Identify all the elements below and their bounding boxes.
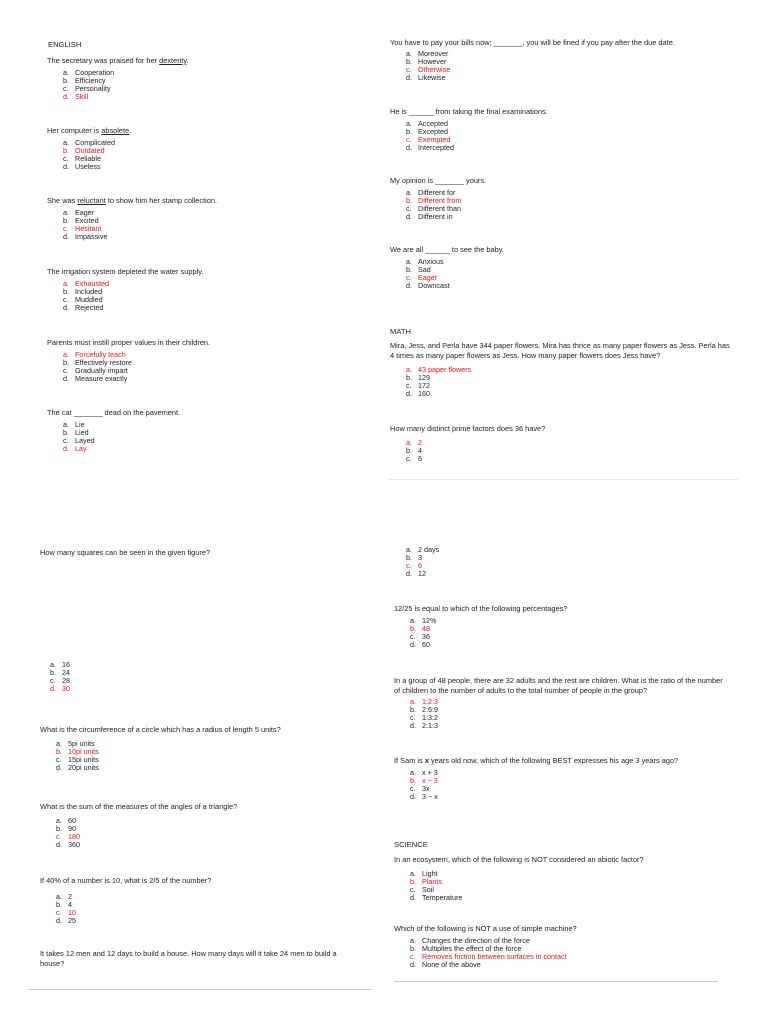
question-block [394, 924, 734, 969]
question-stem: In an ecosystem, which of the following is NOT considered an abiotic factor? [394, 855, 644, 864]
option-c-correct[interactable]: c. Otherwise [406, 64, 451, 74]
answer-options [63, 351, 364, 383]
question-block [47, 408, 364, 453]
option-a-correct[interactable]: a. 1:2:3 [410, 697, 438, 706]
option-a[interactable]: a. Eager [63, 207, 95, 217]
question-stem: My opinion is _______ yours. [390, 176, 487, 185]
squares-figure-area [40, 562, 340, 662]
option-d[interactable]: d. Rejected [63, 302, 104, 312]
answer-options [406, 120, 738, 152]
english-math-page [388, 34, 738, 480]
option-c[interactable]: c. Reliable [63, 153, 101, 163]
option-b[interactable]: b. Efficiency [63, 75, 106, 85]
option-b-correct[interactable]: b. Different from [406, 195, 462, 205]
option-a[interactable]: a. Cooperation [63, 67, 115, 77]
option-d[interactable]: d. Intercepted [406, 142, 454, 152]
option-d[interactable]: d. 20pi units [56, 762, 99, 772]
option-a[interactable]: a. Anxious [406, 256, 444, 266]
option-a-correct[interactable]: a. 2 [406, 437, 422, 447]
option-d-correct[interactable]: d. Skill [63, 91, 89, 101]
option-a[interactable]: a. 5pi units [56, 738, 95, 748]
option-b[interactable]: b. Lied [63, 427, 89, 437]
question-block [390, 546, 734, 578]
question-stem: In a group of 48 people, there are 32 adults and the rest are children. What is the ratio of the number of children to the number of adults to the total number of people in the group? [394, 676, 723, 695]
option-d[interactable]: d. 2:1:3 [410, 721, 438, 731]
option-a[interactable]: a. 2 [56, 891, 72, 901]
question-stem: The cat _______ dead on the pavement. [47, 408, 181, 417]
question-stem: How many squares can be seen in the given figure? [40, 548, 211, 557]
question-block [390, 341, 732, 398]
answer-options [406, 439, 738, 463]
question-stem: If 40% of a number is 10, what is 2/5 of the number? [40, 876, 212, 885]
option-d[interactable]: d. 3 − x [410, 791, 438, 801]
answer-options [406, 258, 738, 290]
question-block [40, 548, 368, 558]
option-c[interactable]: c. 172 [406, 381, 430, 391]
answer-options [410, 769, 734, 801]
option-d[interactable]: d. Different in [406, 211, 453, 221]
option-b-correct[interactable]: b. x − 3 [410, 775, 438, 785]
answer-options [63, 280, 364, 312]
question-stem: It takes 12 men and 12 days to build a house. How many days will it take 24 men to build a house? [40, 949, 337, 968]
page-bottom-rule [28, 989, 372, 990]
option-c[interactable]: c. 28 [50, 676, 70, 686]
answer-options [410, 617, 734, 649]
answer-options [406, 50, 738, 82]
option-b[interactable]: b. 4 [56, 899, 72, 909]
option-a-correct[interactable]: a. Exhausted [63, 278, 109, 288]
answer-options [410, 937, 734, 969]
option-c[interactable]: c. Different than [406, 203, 462, 213]
answer-options [63, 139, 364, 171]
question-block [47, 196, 364, 241]
option-c[interactable]: c. Layed [63, 435, 95, 445]
option-b[interactable]: b. Included [63, 286, 103, 296]
question-stem: 12/25 is equal to which of the following percentages? [394, 604, 568, 613]
option-c-correct[interactable]: c. 10 [56, 907, 76, 917]
answer-options [406, 546, 734, 578]
question-block [394, 604, 734, 649]
option-b[interactable]: b. 3 [406, 553, 422, 563]
option-c[interactable]: c. 6 [406, 453, 422, 463]
option-a[interactable]: a. Accepted [406, 118, 448, 128]
option-d-correct[interactable]: d. Lay [63, 443, 87, 453]
question-stem: Which of the following is NOT a use of simple machine? [394, 924, 577, 933]
question-block [40, 949, 354, 968]
answer-options [56, 817, 368, 849]
option-c[interactable]: c. Muddled [63, 294, 103, 304]
option-b[interactable]: b. However [406, 56, 447, 66]
question-block [40, 802, 368, 849]
question-stem: You have to pay your bills now; _______, you will be fined if you pay after the due date. [390, 38, 675, 47]
question-stem: We are all ______ to see the baby. [390, 245, 504, 254]
answer-options [56, 893, 368, 925]
option-c-correct[interactable]: c. 180 [56, 831, 80, 841]
option-d[interactable]: d. None of the above [410, 959, 481, 969]
option-a[interactable]: a. Moreover [406, 48, 449, 58]
question-stem: She was reluctant to show him her stamp collection. [47, 196, 218, 205]
option-b[interactable]: b. 24 [50, 668, 70, 678]
option-d[interactable]: d. Temperature [410, 892, 463, 902]
option-a-correct[interactable]: a. Forcefully teach [63, 349, 126, 359]
option-b[interactable]: b. Effectively restore [63, 357, 132, 367]
option-b[interactable]: b. Excepted [406, 126, 448, 136]
option-d[interactable]: d. Impassive [63, 231, 108, 241]
option-c[interactable]: c. 15pi units [56, 754, 99, 764]
option-a[interactable]: a. Light [410, 868, 438, 878]
question-stem: What is the sum of the measures of the angles of a triangle? [40, 802, 238, 811]
option-b[interactable]: b. Sad [406, 264, 431, 274]
question-stem: Her computer is absolete. [47, 126, 132, 135]
question-block [390, 176, 738, 221]
english-heading: ENGLISH [48, 40, 82, 49]
answer-options [63, 69, 364, 101]
page-edge [388, 479, 738, 480]
question-block [390, 424, 738, 463]
question-stem: He is ______ from taking the final examinations. [390, 107, 548, 116]
option-d[interactable]: d. Measure exactly [63, 373, 128, 383]
question-block [47, 56, 364, 101]
option-b[interactable]: b. 90 [56, 823, 76, 833]
answer-options [410, 698, 730, 730]
option-a-correct[interactable]: a. 43 paper flowers [406, 365, 472, 374]
option-d[interactable]: d. 25 [56, 915, 76, 925]
option-b-correct[interactable]: b. 48 [410, 623, 430, 633]
option-d[interactable]: d. Likewise [406, 72, 446, 82]
option-a[interactable]: a. Lie [63, 419, 85, 429]
answer-options [410, 870, 734, 902]
option-c[interactable]: c. Personality [63, 83, 111, 93]
question-stem: Parents must instill proper values in their children. [47, 338, 211, 347]
option-a[interactable]: a. 12% [410, 615, 437, 625]
option-d[interactable]: d. Useless [63, 161, 101, 171]
option-c[interactable]: c. 36 [410, 631, 430, 641]
option-b-correct[interactable]: b. Outdated [63, 145, 105, 155]
question-block [40, 876, 368, 925]
answer-options [56, 740, 368, 772]
option-b[interactable]: b. 4 [406, 445, 422, 455]
answer-options [406, 366, 732, 398]
option-d[interactable]: d. 360 [56, 839, 80, 849]
option-b[interactable]: b. 129 [406, 373, 430, 383]
question-block [47, 267, 364, 312]
option-c-correct[interactable]: c. Hesitant [63, 223, 102, 233]
option-b-correct[interactable]: b. 10pi units [56, 746, 99, 756]
math-page-2 [36, 544, 368, 992]
question-block [47, 338, 364, 383]
answer-options [406, 189, 738, 221]
option-a[interactable]: a. Complicated [63, 137, 115, 147]
page-bottom-rule [394, 981, 718, 982]
option-b[interactable]: b. 2:6:9 [410, 705, 438, 715]
option-a[interactable]: a. Different for [406, 187, 456, 197]
question-block [40, 725, 368, 772]
option-a[interactable]: a. 16 [50, 660, 70, 669]
option-c-correct[interactable]: c. 6 [406, 561, 422, 571]
question-block [390, 245, 738, 290]
option-d[interactable]: d. Downcast [406, 280, 450, 290]
answer-options [63, 421, 364, 453]
science-heading: SCIENCE [394, 840, 428, 849]
english-page [44, 36, 364, 476]
question-block [390, 38, 738, 82]
question-stem: If Sam is x years old now, which of the following BEST expresses his age 3 years ago? [394, 756, 679, 765]
question-block [394, 676, 730, 730]
question-block [34, 658, 368, 693]
math-science-page [388, 544, 734, 984]
question-block [390, 107, 738, 152]
question-stem: How many distinct prime factors does 36 have? [390, 424, 546, 433]
option-c-correct[interactable]: c. Eager [406, 272, 438, 282]
option-d[interactable]: d. 12 [406, 569, 426, 579]
option-d-correct[interactable]: d. 30 [50, 684, 70, 694]
answer-options [50, 661, 368, 693]
question-stem: The secretary was praised for her dexterity. [47, 56, 189, 65]
question-stem: Mira, Jess, and Perla have 344 paper flowers. Mira has thrice as many paper flowers as Jess. Perla has 4 times as many paper flowers as Jess. How many paper flowers does Jess have? [390, 341, 730, 360]
option-a[interactable]: a. x + 3 [410, 767, 438, 777]
question-block [47, 126, 364, 171]
option-a[interactable]: a. 2 days [406, 545, 440, 554]
option-d[interactable]: d. 60 [410, 639, 430, 649]
question-stem: The irrigation system depleted the water supply. [47, 267, 204, 276]
option-b[interactable]: b. Multiplies the effect of the force [410, 943, 522, 953]
option-c[interactable]: c. Soil [410, 884, 434, 894]
option-c-correct[interactable]: c. Removes friction between surfaces in contact [410, 951, 567, 961]
option-a[interactable]: a. 60 [56, 815, 76, 825]
option-a[interactable]: a. Changes the direction of the force [410, 935, 530, 945]
option-c-correct[interactable]: c. Exempted [406, 134, 451, 144]
option-b[interactable]: b. Excited [63, 215, 99, 225]
question-block [394, 855, 734, 902]
answer-options [63, 209, 364, 241]
option-b-correct[interactable]: b. Plants [410, 876, 442, 886]
question-block [394, 756, 734, 801]
option-c[interactable]: c. Gradually impart [63, 365, 128, 375]
math-heading: MATH [390, 327, 411, 336]
question-stem: What is the circumference of a circle which has a radius of length 5 units? [40, 725, 281, 734]
option-d[interactable]: d. 160 [406, 389, 430, 399]
option-c[interactable]: c. 3x [410, 783, 430, 793]
option-c[interactable]: c. 1:3:2 [410, 713, 438, 723]
